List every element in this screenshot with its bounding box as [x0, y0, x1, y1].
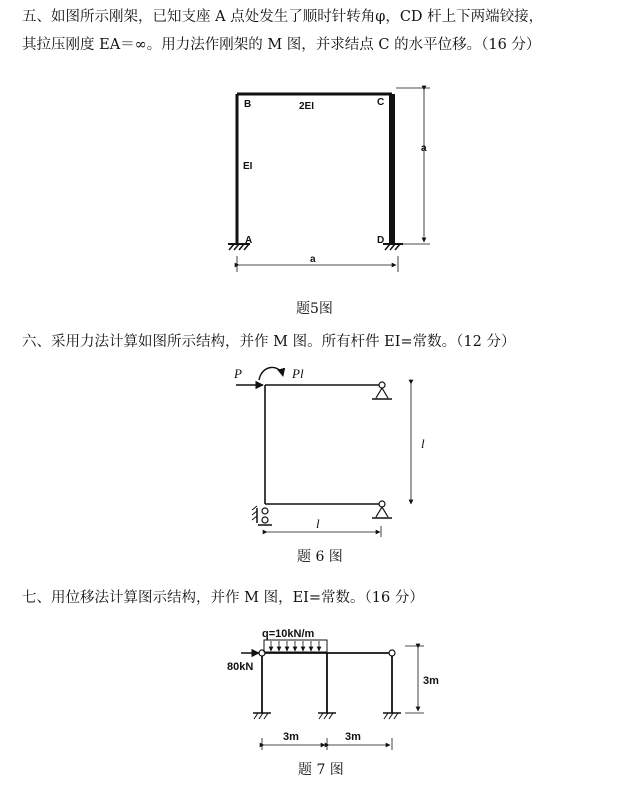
fixed-support-left	[253, 713, 271, 719]
label-b: B	[244, 99, 252, 110]
distributed-load	[264, 640, 327, 652]
dimension-width-l	[267, 526, 381, 537]
fixed-support-right	[383, 713, 401, 719]
fixed-support-middle	[318, 713, 336, 719]
hinge-right	[389, 650, 395, 656]
label-2ei: 2EI	[299, 101, 315, 112]
problem5-text-line2: 其拉压刚度 EA＝∞。用力法作刚架的 M 图，并求结点 C 的水平位移。（16 分）	[22, 37, 541, 53]
label-80kn: 80kN	[227, 661, 254, 673]
support-d	[383, 244, 403, 250]
label-height: a	[421, 143, 427, 154]
figure-7	[227, 628, 439, 750]
label-height-3m: 3m	[423, 675, 439, 687]
figure-6	[233, 366, 425, 537]
dimension-spans	[262, 738, 392, 750]
label-span-left: 3m	[283, 731, 299, 743]
label-p: P	[234, 366, 242, 381]
label-a: A	[245, 235, 253, 246]
dimension-height-3m	[405, 646, 424, 713]
problem5-caption: 题5图	[296, 301, 333, 317]
problem6-caption: 题 6 图	[297, 549, 343, 565]
label-span-right: 3m	[345, 731, 361, 743]
figure-5	[228, 88, 430, 272]
label-width: a	[310, 254, 316, 265]
label-pl: Pl	[292, 366, 304, 381]
problem7-text: 七、用位移法计算图示结构，并作 M 图，EI=常数。（16 分）	[22, 590, 424, 606]
label-ei: EI	[243, 161, 253, 172]
label-c: C	[377, 97, 385, 108]
problem5-text-line1: 五、如图所示刚架，已知支座 A 点处发生了顺时针转角φ，CD 杆上下两端铰接，	[22, 9, 544, 25]
pin-support-left	[252, 506, 272, 525]
moment-pl-arrow	[259, 367, 283, 380]
problem6-text: 六、采用力法计算如图所示结构，并作 M 图。所有杆件 EI=常数。（12 分）	[22, 334, 516, 350]
label-d: D	[377, 235, 385, 246]
dimension-width-a	[237, 256, 398, 272]
label-width-l: l	[316, 516, 320, 531]
dimension-height-a	[396, 88, 430, 244]
label-q: q=10kN/m	[262, 628, 315, 640]
member-cd	[389, 94, 395, 244]
label-height-l: l	[421, 436, 425, 451]
problem7-caption: 题 7 图	[298, 762, 344, 778]
